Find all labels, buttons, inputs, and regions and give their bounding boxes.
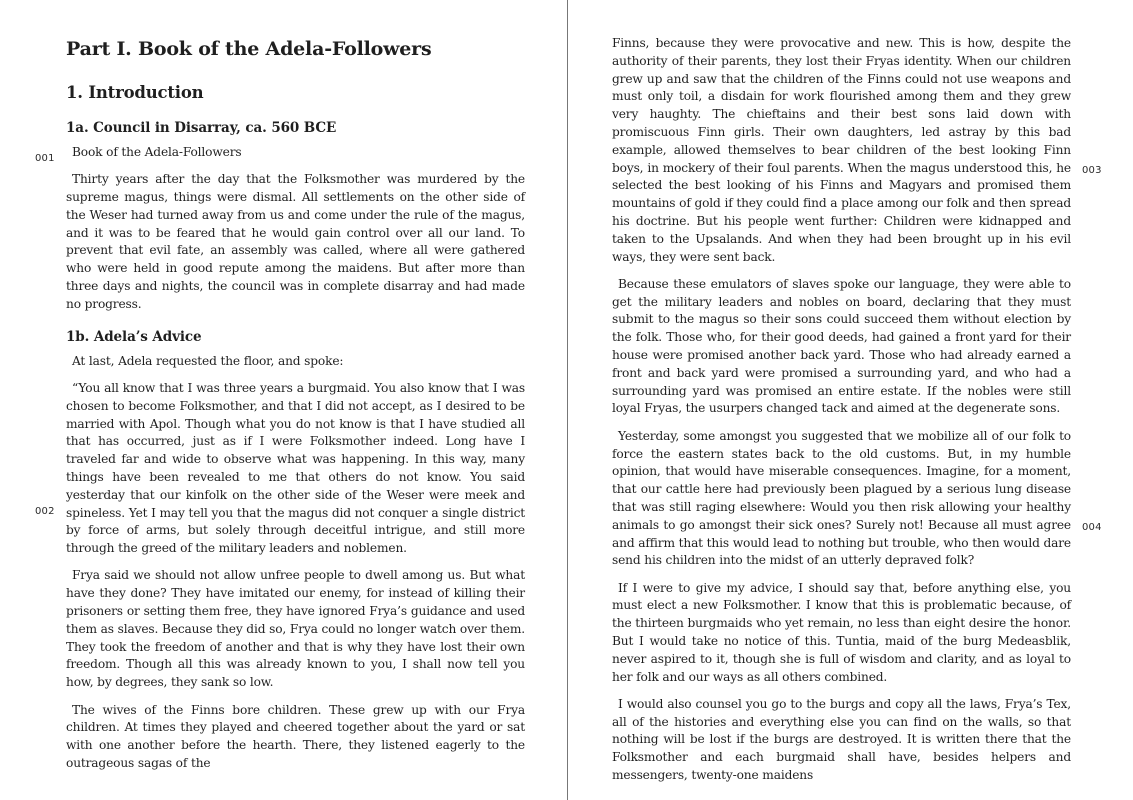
- chapter-title: 1. Introduction: [66, 83, 204, 102]
- book-label-paragraph: Book of the Adela-Followers: [72, 145, 242, 159]
- page-divider: [567, 0, 568, 800]
- margin-marker-001: 001: [35, 153, 55, 164]
- paragraph-emulators-of-slaves: Because these emulators of slaves spoke our language, they were able to get the military leaders and nobles on board, declaring that they must submit to the magus so their sons could succeed them without election by the folk. Those who, for their good deeds, had gained a front yard for their house were promised another back yard. Those who had already earned a front and back yard were promised a surrounding yard, and who had a surrounding yard was promised an entire estate. If the nobles were still loyal Fryas, the usurpers changed tack and aimed at the degenerate sons.: [612, 276, 1071, 416]
- paragraph-frya-unfree: Frya said we should not allow unfree people to dwell among us. But what have they done? They have imitated our enemy, for instead of killing their prisoners or setting them free, they have ignored Frya’s guidance and used them as slaves. Because they did so, Frya could no longer watch over them. They took the freedom of another and that is why they have lost their own freedom. Though all this was already known to you, I shall now tell you how, by degrees, they sank so low.: [66, 568, 525, 690]
- margin-marker-004: 004: [1082, 522, 1102, 533]
- paragraph-copy-laws: I would also counsel you go to the burgs and copy all the laws, Frya’s Tex, all of the histories and everything else you can find on the walls, so that nothing will be lost if the burgs are destroyed. It is written there that the Folksmother and each burgmaid shall have, besides helpers and messengers, twenty-one maidens: [612, 696, 1071, 783]
- section-title-1a: 1a. Council in Disarray, ca. 560 BCE: [66, 120, 337, 136]
- right-text-column: [612, 35, 1071, 794]
- paragraph-new-folksmother: If I were to give my advice, I should say that, before anything else, you must elect a new Folksmother. I know that this is problematic because, of the thirteen burgmaids who yet remain, no less than eight desire the honor. But I would take no notice of this. Tuntia, maid of the burg Medeasblik, never aspired to it, though she is full of wisdom and clarity, and as loyal to her folk and our ways as all others combined.: [612, 580, 1071, 684]
- paragraph-mobilize-folk: Yesterday, some amongst you suggested that we mobilize all of our folk to force the eastern states back to the old customs. But, in my humble opinion, that would have miserable consequences. Imagine, for a moment, that our cattle here had previously been plagued by a serious lung disease that was still raging elsewhere: Would you then risk allowing your healthy animals to go amongst their sick ones? Surely not! Because all must agree and affirm that this would lead to nothing but trouble, who then would dare send his children into the midst of an utterly depraved folk?: [612, 428, 1071, 568]
- right-page: [569, 0, 1133, 800]
- section-title-1b: 1b. Adela’s Advice: [66, 328, 202, 345]
- paragraph-finns-continued: Finns, because they were provocative and new. This is how, despite the authority of their parents, they lost their Fryas identity. When our children grew up and saw that the children of the Finns could not use weapons and must only toil, a disdain for work flourished among them and they grew very haughty. The chieftains and their best sons laid down with promiscuous Finn girls. Their own daughters, led astray by this bad example, allowed themselves to bear children of the best looking Finn boys, in mockery of their foul parents. When the magus understood this, he selected the best looking of his Finns and Magyars and promised them mountains of gold if they could find a place among our folk and then spread his doctrine. But his people went further: Children were kidnapped and taken to the Upsalands. And when they had been brought up in his evil ways, they were sent back.: [612, 36, 1071, 264]
- part-title: Part I. Book of the Adela-Followers: [66, 38, 432, 60]
- paragraph-adela-floor: At last, Adela requested the floor, and spoke:: [72, 353, 344, 368]
- margin-marker-003: 003: [1082, 165, 1102, 176]
- paragraph-finn-wives: The wives of the Finns bore children. These grew up with our Frya children. At times they played and cheered together about the yard or sat with one another before the hearth. There, they listened eagerly to the outrageous sagas of the: [66, 702, 525, 770]
- paragraph-council-disarray: Thirty years after the day that the Folksmother was murdered by the supreme magus, things were dismal. All settlements on the other side of the Weser had turned away from us and come under the rule of the magus, and it was to be feared that he would gain control over all our land. To prevent that evil fate, an assembly was called, where all were gathered who were held in good repute among the maidens. But after more than three days and nights, the council was in complete disarray and had made no progress.: [66, 172, 525, 311]
- paragraph-adela-speech: “You all know that I was three years a burgmaid. You also know that I was chosen to become Folksmother, and that I did not accept, as I desired to be married with Apol. Though what you do not know is that I have studied all that has occurred, just as if I were Folksmother indeed. Long have I traveled far and wide to observe what was happening. In this way, many things have been revealed to me that others do not know. You said yesterday that our kinfolk on the other side of the Weser were meek and spineless. Yet I may tell you that the magus did not conquer a single district by force of arms, but solely through deceitful intrigue, and still more through the greed of the military leaders and noblemen.: [66, 380, 526, 556]
- margin-marker-002: 002: [35, 506, 55, 517]
- left-text-column: [66, 34, 525, 782]
